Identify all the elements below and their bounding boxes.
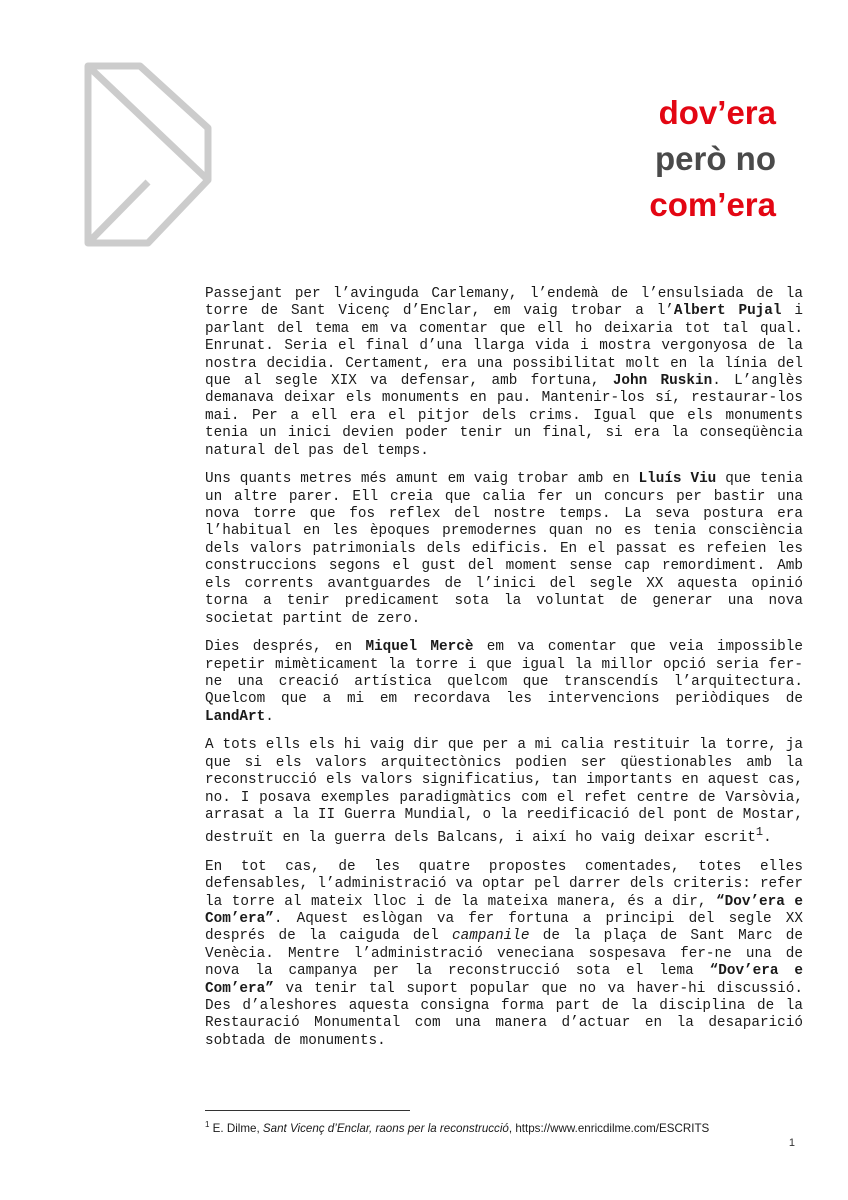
title-line-3: com’era (649, 186, 776, 223)
text-run: E. Dilme, (209, 1121, 263, 1135)
footnote-ref: 1 (755, 825, 764, 840)
text-run: que tenia un altre parer. Ell creia que calia fer un concurs per bastir una nova torre que fos reflex del nostre temps. La seva postura era l’habitual en les èpoques premodernes quan no es tenia consciència dels valors patrimonials dels edificis. En el passat es refeien les construccions segons el gust del moment sense cap remordiment. Amb els corrents avantguardes de l’inici del segle XX aquesta opinió torna a tenir predicament sota la voluntat de generar una nova societat partint de zero. (205, 471, 803, 627)
text-run: va tenir tal suport popular que no va haver-hi discussió. Des d’aleshores aquesta consigna forma part de la disciplina de la Restauració Monumental com una manera d’actuar en la desaparició sobtada de monuments. (205, 980, 803, 1049)
title-line-2: però no (655, 140, 776, 177)
footnote-ref: 1 (205, 1120, 210, 1129)
paragraph (205, 286, 803, 460)
paragraph (205, 737, 803, 847)
italic-text: Sant Vicenç d’Enclar, raons per la reconstrucció (262, 1121, 509, 1135)
text-run: En tot cas, de les quatre propostes comentades, totes elles defensables, l’administració va optar pel darrer dels criteris: refer la torre al mateix lloc i de la mateixa manera, és a dir, (205, 858, 803, 910)
logo-outline-shape (88, 66, 208, 243)
text-run: i parlant del tema em va comentar que ell ho deixaria tot tal qual. Enrunat. Seria el final d’una llarga vida i mostra vergonyosa de la nostra decidia. Certament, era una possibilitat molt en la línia del que al segle XIX va defensar, amb fortuna, (205, 303, 803, 390)
text-run: A tots ells els hi vaig dir que per a mi calia restituir la torre, ja que si els valors arquitectònics podien ser qüestionables amb la reconstrucció els valors significatius, tan importants en aquest cas, no. I posava exemples paradigmàtics com el refet centre de Varsòvia, arrasat a la II Guerra Mundial, o la reedificació del pont de Mostar, destruït en la guerra dels Balcans, i així ho vaig deixar escrit (205, 737, 803, 847)
brand-logo-icon (80, 60, 215, 250)
text-run: . L’anglès demanava deixar els monuments en pau. Mantenir-los sí, restaurar-los mai. Per a ell era el pitjor dels crims. Igual que els monuments tenia un inici devien poder tenir un final, si era la conseqüència natural del pas del temps. (205, 373, 804, 459)
text-run: , https://www.enricdilme.com/ESCRITS (508, 1121, 710, 1135)
text-run: de la plaça de Sant Marc de Venècia. Mentre l’administració veneciana sospesava fer-ne una de nova la campanya per la reconstrucció sota el lema (205, 928, 803, 980)
text-run: . (265, 708, 274, 725)
bold-text: “Dov’era e Com’era” (205, 963, 803, 997)
text-run: . (763, 830, 772, 847)
paragraph (205, 639, 803, 726)
title-line-1: dov’era (658, 94, 776, 131)
bold-text: Albert Pujal (673, 303, 782, 320)
text-run: Uns quants metres més amunt em vaig trobar amb en (205, 471, 639, 488)
logo-diagonal-line (88, 66, 208, 180)
page-number: 1 (788, 1137, 795, 1149)
bold-text: Lluís Viu (638, 471, 717, 488)
italic-text: campanile (452, 928, 530, 945)
bold-text: LandArt (205, 708, 266, 725)
bold-text: John Ruskin (612, 373, 713, 390)
text-run: Dies després, en (205, 639, 366, 656)
paragraph (205, 471, 803, 628)
text-run: . Aquest eslògan va fer fortuna a principi del segle XX després de la caiguda del (205, 910, 803, 945)
paragraph (205, 859, 803, 1050)
text-run: Passejant per l’avinguda Carlemany, l’endemà de l’ensulsiada de la torre de Sant Vicenç d’Enclar, em vaig trobar a l’ (205, 286, 803, 320)
logo-lower-stroke (88, 182, 148, 243)
bold-text: Miquel Mercè (365, 639, 474, 656)
footnote-divider (205, 1110, 410, 1111)
page-title (649, 90, 776, 228)
bold-text: “Dov’era e Com’era” (205, 893, 803, 927)
text-run: em va comentar que veia impossible repetir mimèticament la torre i que igual la millor opció seria fer-ne una creació artística quelcom que transcendís l’arquitectura. Quelcom que a mi em recordava les intervencions periòdiques de (205, 639, 803, 708)
footnote (205, 1118, 805, 1136)
article-body (205, 286, 803, 1061)
